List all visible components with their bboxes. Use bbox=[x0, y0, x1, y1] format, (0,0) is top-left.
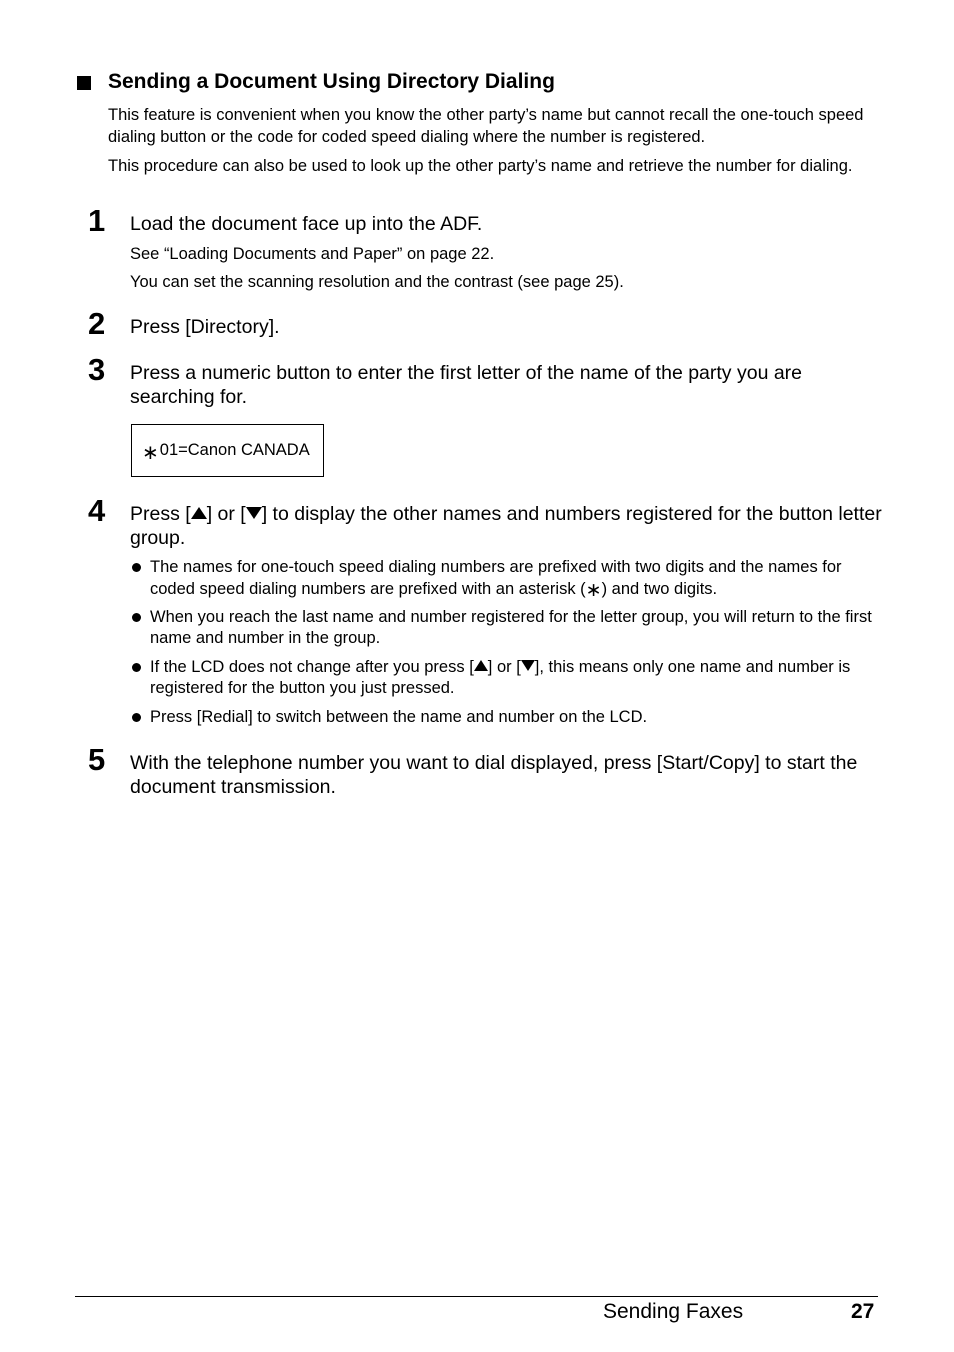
step-1-note-2: You can set the scanning resolution and the contrast (see page 25). bbox=[130, 273, 624, 291]
step-1-text: Load the document face up into the ADF. bbox=[130, 213, 483, 235]
step-number-4: 4 bbox=[88, 493, 106, 528]
step-1-note-1: See “Loading Documents and Paper” on page 22. bbox=[130, 245, 495, 263]
step-4-text: Press [ ] or [ ] to display the other names and numbers registered for the button letter group. bbox=[130, 503, 882, 549]
page-number: 27 bbox=[851, 1300, 875, 1323]
step-3-text: Press a numeric button to enter the first letter of the name of the party you are searching for. bbox=[130, 362, 803, 408]
bullet-icon bbox=[132, 613, 141, 622]
lcd-text: 01=Canon CANADA bbox=[159, 441, 310, 459]
step-4-bullet-4: Press [Redial] to switch between the name and number on the LCD. bbox=[150, 708, 648, 726]
step-number-1: 1 bbox=[88, 203, 106, 238]
up-arrow-icon bbox=[474, 660, 488, 671]
step-2-text: Press [Directory]. bbox=[130, 316, 280, 338]
bullet-icon bbox=[132, 663, 141, 672]
step-4-bullet-2: When you reach the last name and number registered for the letter group, you will return to the first name and number in the group. bbox=[150, 608, 872, 647]
asterisk-icon: ∗ bbox=[142, 442, 159, 464]
footer-divider bbox=[75, 1296, 878, 1297]
down-arrow-icon bbox=[246, 507, 262, 519]
step-4-bullet-1: The names for one-touch speed dialing numbers are prefixed with two digits and the names for coded speed dialing numbers are prefixed with an asterisk (∗) and two digits. bbox=[150, 558, 842, 601]
asterisk-icon: ∗ bbox=[585, 580, 602, 601]
bullet-icon bbox=[132, 713, 141, 722]
step-number-5: 5 bbox=[88, 742, 106, 777]
intro-paragraph-2: This procedure can also be used to look up the other party’s name and retrieve the number for dialing. bbox=[108, 157, 853, 175]
step-number-2: 2 bbox=[88, 306, 106, 341]
lcd-display bbox=[131, 424, 324, 477]
step-5-text: With the telephone number you want to dial displayed, press [Start/Copy] to start the document transmission. bbox=[130, 752, 858, 798]
footer-chapter-title: Sending Faxes bbox=[603, 1300, 744, 1323]
step-number-3: 3 bbox=[88, 352, 106, 387]
square-bullet-icon bbox=[77, 76, 91, 90]
up-arrow-icon bbox=[191, 507, 207, 519]
intro-paragraph-1: This feature is convenient when you know the other party’s name but cannot recall the one-touch speed dialing button or the code for coded speed dialing where the number is registered. bbox=[108, 106, 864, 146]
bullet-icon bbox=[132, 563, 141, 572]
step-4-bullet-3: If the LCD does not change after you press [ ] or [ ], this means only one name and number is registered for the button you just pressed. bbox=[150, 658, 851, 697]
down-arrow-icon bbox=[521, 660, 535, 671]
section-heading: Sending a Document Using Directory Dialing bbox=[108, 70, 555, 93]
